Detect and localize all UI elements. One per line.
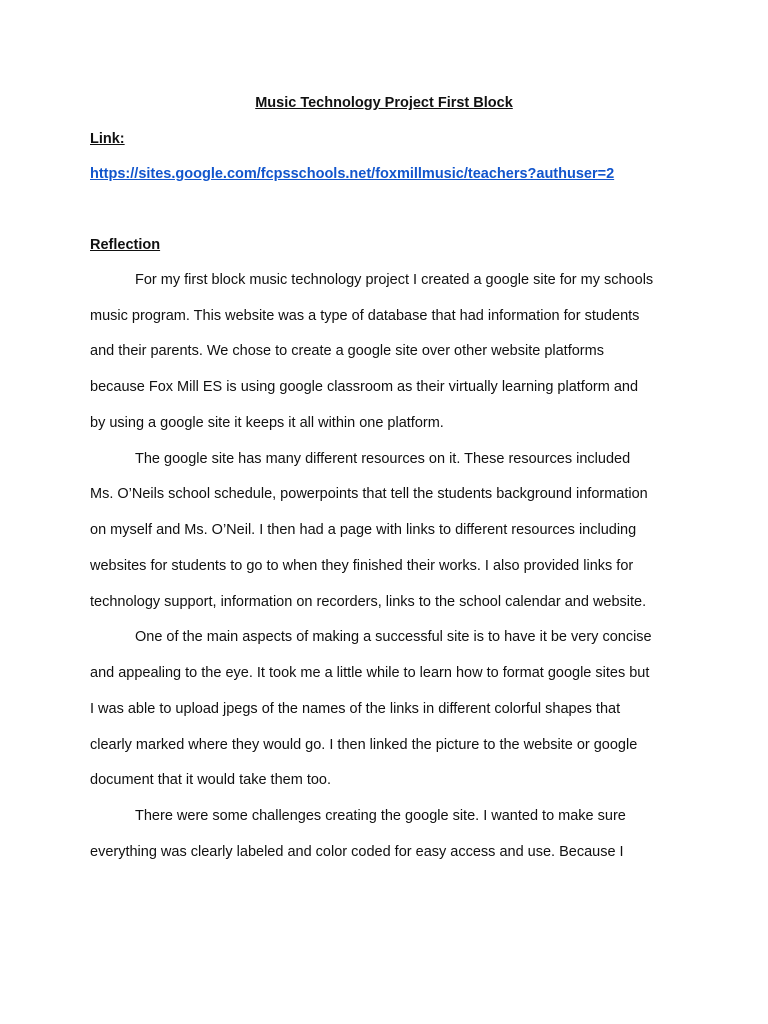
paragraph-line: For my first block music technology project I created a google site for my schools — [135, 272, 654, 288]
paragraph-line: document that it would take them too. — [90, 772, 331, 788]
paragraph-line: I was able to upload jpegs of the names of the links in different colorful shapes that — [90, 701, 621, 717]
paragraph-line: technology support, information on recorders, links to the school calendar and website. — [90, 594, 647, 610]
paragraph-line: by using a google site it keeps it all within one platform. — [90, 415, 444, 431]
reflection-heading: Reflection — [90, 237, 161, 253]
paragraph-line: on myself and Ms. O’Neil. I then had a page with links to different resources including — [90, 522, 637, 538]
paragraph-line: because Fox Mill ES is using google classroom as their virtually learning platform and — [90, 379, 639, 395]
paragraph-line: music program. This website was a type of database that had information for students — [90, 308, 640, 324]
paragraph-line: and appealing to the eye. It took me a little while to learn how to format google sites but — [90, 665, 650, 681]
paragraph-line: Ms. O’Neils school schedule, powerpoints that tell the students background information — [90, 486, 648, 502]
paragraph-line: everything was clearly labeled and color coded for easy access and use. Because I — [90, 844, 624, 860]
paragraph-line: One of the main aspects of making a successful site is to have it be very concise — [135, 629, 652, 645]
link-label: Link: — [90, 131, 125, 147]
paragraph-line: The google site has many different resources on it. These resources included — [135, 451, 631, 467]
paragraph-line: clearly marked where they would go. I then linked the picture to the website or google — [90, 737, 638, 753]
site-link[interactable]: https://sites.google.com/fcpsschools.net/foxmillmusic/teachers?authuser=2 — [90, 166, 615, 182]
paragraph-line: There were some challenges creating the google site. I wanted to make sure — [135, 808, 626, 824]
document-title: Music Technology Project First Block — [255, 95, 513, 111]
paragraph-line: websites for students to go to when they finished their works. I also provided links for — [90, 558, 634, 574]
paragraph-line: and their parents. We chose to create a google site over other website platforms — [90, 343, 604, 359]
